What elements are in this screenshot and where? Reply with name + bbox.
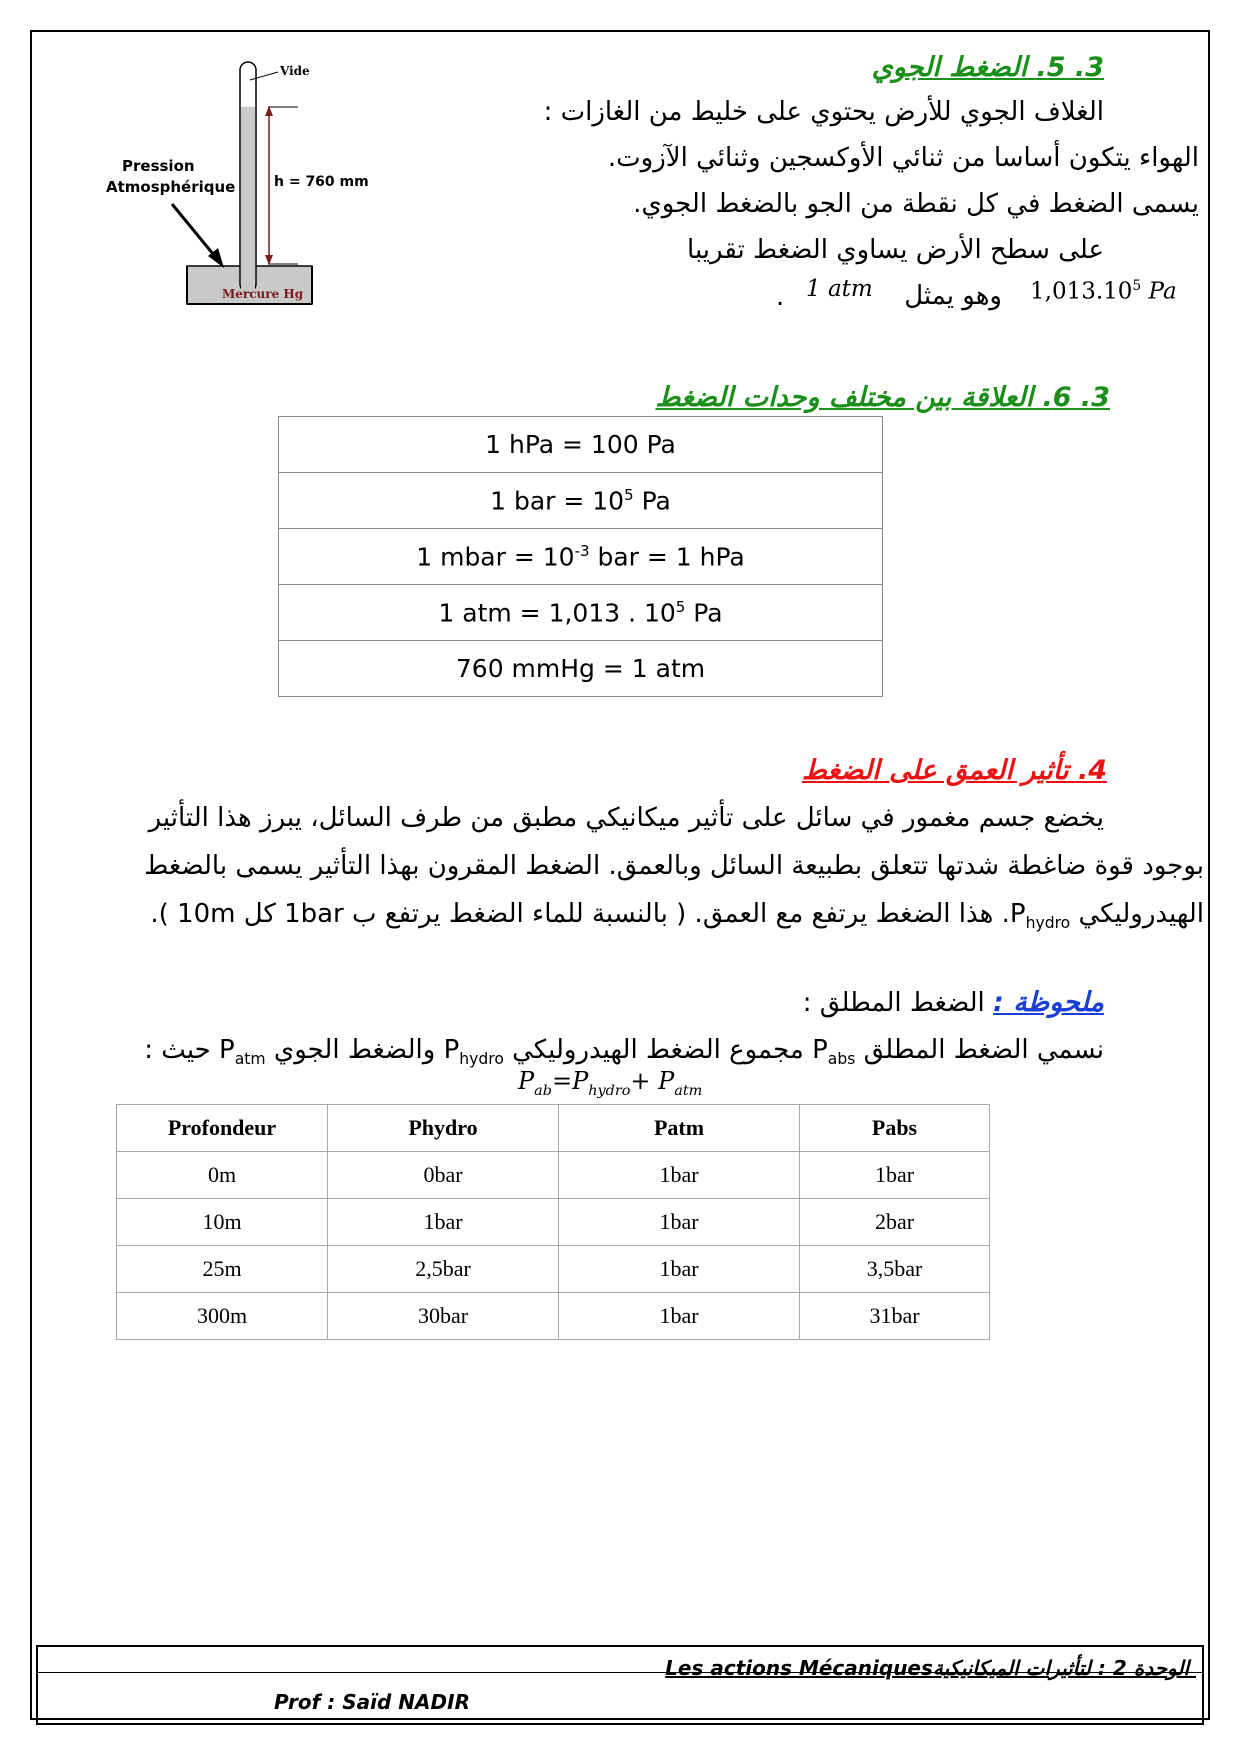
table-cell: 1bar [328, 1199, 559, 1246]
table-row [117, 1152, 990, 1199]
atm-unit-value: 1 atm [806, 276, 873, 302]
units-cell: 1 hPa = 100 Pa [279, 417, 883, 473]
atm-line-4: على سطح الأرض يساوي الضغط تقريبا [687, 235, 1104, 265]
units-cell: 760 mmHg = 1 atm [279, 641, 883, 697]
table-cell: 10m [117, 1199, 328, 1246]
units-cell: 1 atm = 1,013 . $10^5$ Pa [279, 585, 883, 641]
table-cell: 30bar [328, 1293, 559, 1340]
footer-author: Prof : Saïd NADIR [274, 1690, 470, 1714]
table-cell: 3,5bar [800, 1246, 990, 1293]
table-cell: 1bar [559, 1199, 800, 1246]
note-line [803, 987, 1104, 1018]
table-cell: 31bar [800, 1293, 990, 1340]
depth-line-2: بوجود قوة ضاغطة شدتها تتعلق بطبيعة السائل وبالعمق. الضغط المقرون بهذا التأثير يسمى بالضغط [144, 851, 1204, 881]
vide-label: Vide [280, 64, 310, 78]
table-cell: 0m [117, 1152, 328, 1199]
table-cell: 1bar [559, 1293, 800, 1340]
table-cell: 1bar [559, 1152, 800, 1199]
note-title: الضغط المطلق : [802, 988, 994, 1018]
table-header-row [117, 1105, 990, 1152]
pression-label-1: Pression [122, 157, 195, 175]
units-cell: 1 mbar = $10^{-3}$ bar = 1 hPa [279, 529, 883, 585]
barometer-diagram [100, 42, 390, 312]
units-table [278, 416, 883, 697]
height-label: h = 760 mm [274, 174, 369, 190]
units-cell: 1 bar = $10^5$ Pa [279, 473, 883, 529]
header-patm: Patm [559, 1105, 800, 1152]
section-4-heading: 4. تأثير العمق على الضغط [801, 755, 1107, 786]
absolute-pressure-formula: $P_{ab}=P_{hydro}+ P_{atm}$ [518, 1067, 703, 1099]
units-row [279, 473, 883, 529]
header-phydro: Phydro [328, 1105, 559, 1152]
atm-line-2: الهواء يتكون أساسا من ثنائي الأوكسجين وثنائي الآزوت. [607, 143, 1199, 173]
table-row [117, 1293, 990, 1340]
section-3-5-heading: 3. 5. الضغط الجوي [871, 52, 1104, 83]
pression-label-2: Atmosphérique [106, 178, 236, 196]
atm-line-3: يسمى الضغط في كل نقطة من الجو بالضغط الجوي. [633, 189, 1199, 219]
table-cell: 300m [117, 1293, 328, 1340]
absolute-pressure-definition: نسمي الضغط المطلق $P_{abs}$ مجموع الضغط الهيدروليكي $P_{hydro}$ والضغط الجوي $P_{atm}$ حيث : [144, 1035, 1104, 1069]
table-cell: 2,5bar [328, 1246, 559, 1293]
table-cell: 1bar [800, 1152, 990, 1199]
footer-title: Les actions Mécaniques الوحدة 2 : لتأثيرات الميكانيكية [665, 1656, 1196, 1680]
table-cell: 0bar [328, 1152, 559, 1199]
table-cell: 2bar [800, 1199, 990, 1246]
period: . [776, 282, 785, 312]
header-pabs: Pabs [800, 1105, 990, 1152]
note-label: ملحوظة : [993, 987, 1104, 1018]
header-profondeur: Profondeur [117, 1105, 328, 1152]
table-cell: 25m [117, 1246, 328, 1293]
units-row [279, 585, 883, 641]
units-row [279, 417, 883, 473]
depth-line-3: الهيدروليكي $P_{hydro}$. هذا الضغط يرتفع مع العمق. ( بالنسبة للماء الضغط يرتفع ب 1bar كل 10m ). [150, 899, 1204, 933]
units-row [279, 529, 883, 585]
atm-pressure-value: 1,013.10$^5$ Pa [1030, 278, 1177, 305]
depth-line-1: يخضع جسم مغمور في سائل على تأثير ميكانيكي مطبق من طرف السائل، يبرز هذا التأثير [148, 803, 1104, 833]
mercure-label: Mercure Hg [222, 287, 304, 301]
atm-line-1: الغلاف الجوي للأرض يحتوي على خليط من الغازات : [543, 97, 1104, 127]
table-row [117, 1246, 990, 1293]
represents-label: وهو يمثل [904, 281, 1002, 311]
table-cell: 1bar [559, 1246, 800, 1293]
units-row [279, 641, 883, 697]
depth-pressure-table [116, 1104, 990, 1340]
table-row [117, 1199, 990, 1246]
section-3-6-heading: 3. 6. العلاقة بين مختلف وحدات الضغط [655, 382, 1110, 413]
